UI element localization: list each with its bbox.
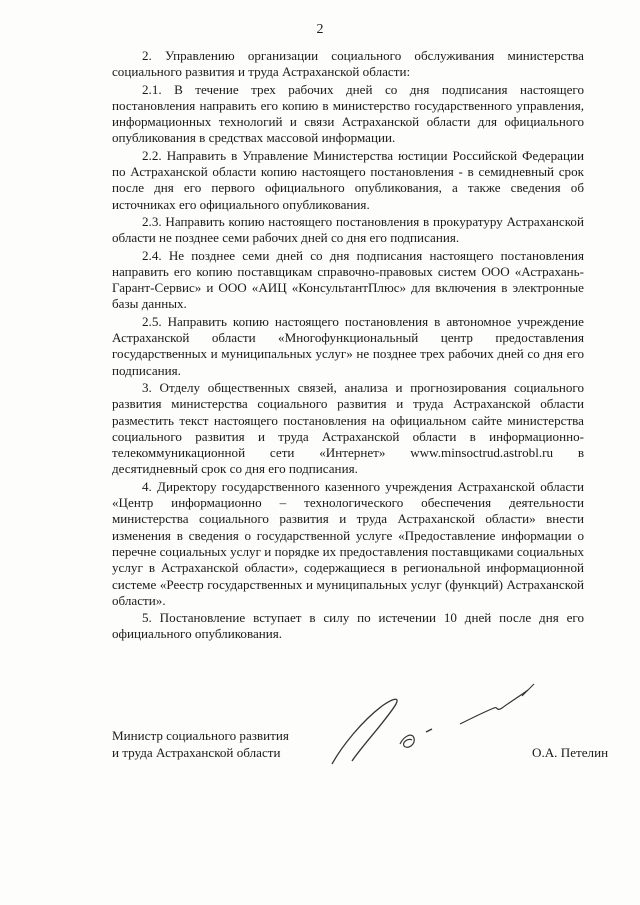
paragraph-2-1: 2.1. В течение трех рабочих дней со дня подписания настоящего постановления направить его копию в министерство государственного управления, информационных технологий и связи Астраханской области для официального опубликования в средствах массовой информации. xyxy=(112,81,584,146)
document-body xyxy=(112,48,584,644)
handwritten-signature xyxy=(322,666,552,776)
paragraph-2-3: 2.3. Направить копию настоящего постановления в прокуратуру Астраханской области не позднее семи рабочих дней со дня его подписания. xyxy=(112,213,584,246)
paragraph-4: 4. Директору государственного казенного учреждения Астраханской области «Центр информационно – технологического обеспечения деятельности министерства социального развития и труда Астраханской области» внести изменения в сведения о государственной услуге «Предоставление информации о перечне социальных услуг и порядке их предоставления поставщиками социальных услуг в Астраханской области», содержащиеся в региональной информационной системе «Реестр государственных и муниципальных услуг (функций) Астраханской области». xyxy=(112,478,584,608)
paragraph-2-2: 2.2. Направить в Управление Министерства юстиции Российской Федерации по Астраханской области копию настоящего постановления - в семидневный срок после дня его первого официального опубликования, а также сведения об источниках его официального опубликования. xyxy=(112,147,584,212)
minister-name: О.А. Петелин xyxy=(532,745,609,760)
paragraph-2: 2. Управлению организации социального обслуживания министерства социального развития и труда Астраханской области: xyxy=(112,48,584,80)
paragraph-2-4: 2.4. Не позднее семи дней со дня подписания настоящего постановления направить его копию поставщикам справочно-правовых систем ООО «Астрахань-Гарант-Сервис» и ООО «АИЦ «КонсультантПлюс» для включения в электронные базы данных. xyxy=(112,247,584,312)
signature-block xyxy=(112,728,612,798)
paragraph-3: 3. Отделу общественных связей, анализа и прогнозирования социального развития министерства социального развития и труда Астраханской области разместить текст настоящего постановления на официальном сайте министерства социального развития и труда Астраханской области в информационно-телекоммуникационной сети «Интернет» www.minsoctrud.astrobl.ru в десятидневный срок со дня его подписания. xyxy=(112,379,584,477)
minister-title: Министр социального развития и труда Астраханской области xyxy=(112,728,289,760)
paragraph-5: 5. Постановление вступает в силу по истечении 10 дней после дня его официального опубликования. xyxy=(112,610,584,642)
page-number: 2 xyxy=(316,22,324,37)
paragraph-2-5: 2.5. Направить копию настоящего постановления в автономное учреждение Астраханской области «Многофункциональный центр предоставления государственных и муниципальных услуг» не позднее трех рабочих дней со дня его подписания. xyxy=(112,313,584,378)
